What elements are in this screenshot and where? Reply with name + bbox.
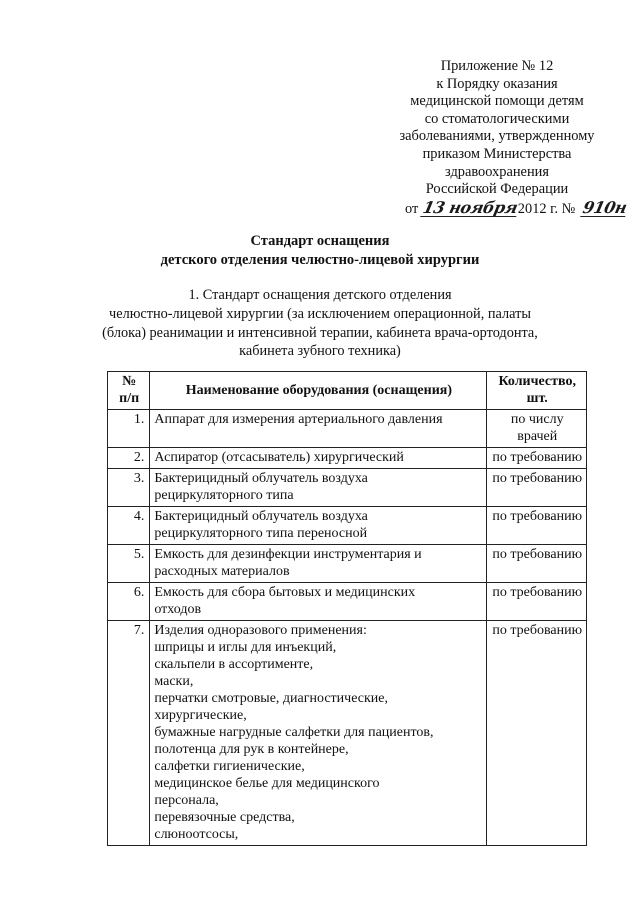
equipment-name-line: Емкость для дезинфекции инструментария и <box>154 547 422 562</box>
equipment-name-line: Аппарат для измерения артериального давления <box>154 412 443 427</box>
equipment-name-line: перевязочные средства, <box>154 810 295 825</box>
row-number: 7. <box>108 621 150 846</box>
equipment-name <box>150 545 487 583</box>
equipment-name-line: Емкость для сбора бытовых и медицинских <box>154 585 416 600</box>
order-reference <box>380 197 629 219</box>
order-prefix: от <box>405 200 419 217</box>
section-heading-line: (блока) реанимации и интенсивной терапии, кабинета врача-ортодонта, <box>102 324 538 341</box>
appendix-header <box>380 58 629 218</box>
section-heading-line: кабинета зубного техника) <box>239 343 401 360</box>
row-number: 4. <box>108 507 150 545</box>
table-header-row <box>108 372 587 410</box>
equipment-name-line: отходов <box>154 602 202 617</box>
equipment-quantity: по требованию <box>487 583 587 621</box>
equipment-quantity: по требованию <box>487 469 587 507</box>
handwritten-order-date: 13 ноября <box>421 197 520 217</box>
table-row <box>108 507 587 545</box>
equipment-name-line: персонала, <box>154 793 219 808</box>
equipment-quantity: по требованию <box>487 621 587 846</box>
table-row <box>108 410 587 448</box>
document-title <box>0 232 640 269</box>
title-line-2: детского отделения челюстно-лицевой хирургии <box>160 251 480 268</box>
appendix-line: к Порядку оказания <box>436 75 558 92</box>
row-number: 1. <box>108 410 150 448</box>
row-number: 6. <box>108 583 150 621</box>
header-equipment-name: Наименование оборудования (оснащения) <box>150 372 487 410</box>
equipment-name <box>150 469 487 507</box>
equipment-name <box>150 583 487 621</box>
appendix-line: Приложение № 12 <box>440 58 554 74</box>
equipment-name-line: скальпели в ассортименте, <box>154 657 314 672</box>
appendix-line: приказом Министерства <box>422 145 572 162</box>
equipment-name-line: медицинское белье для медицинского <box>154 776 380 791</box>
equipment-name-line: маски, <box>154 674 194 689</box>
appendix-line: заболеваниями, утвержденному <box>399 128 595 145</box>
row-number: 3. <box>108 469 150 507</box>
equipment-quantity: по требованию <box>487 507 587 545</box>
order-year: 2012 г. № <box>517 200 576 217</box>
handwritten-order-number: 910н <box>581 197 629 217</box>
appendix-line: со стоматологическими <box>424 110 570 127</box>
row-number: 2. <box>108 448 150 469</box>
equipment-table <box>107 371 587 846</box>
equipment-name <box>150 448 487 469</box>
title-line-1: Стандарт оснащения <box>250 233 390 249</box>
section-heading-line: челюстно-лицевой хирургии (за исключением операционной, палаты <box>109 305 531 322</box>
equipment-name-line: Аспиратор (отсасыватель) хирургический <box>154 450 404 465</box>
equipment-name-line: шприцы и иглы для инъекций, <box>154 640 337 655</box>
table-row <box>108 469 587 507</box>
appendix-line: здравоохранения <box>445 163 549 180</box>
equipment-name-line: Бактерицидный облучатель воздуха <box>154 509 368 524</box>
equipment-name-line: полотенца для рук в контейнере, <box>154 742 349 757</box>
equipment-name-line: хирургические, <box>154 708 247 723</box>
equipment-name-line: Изделия одноразового применения: <box>154 623 367 638</box>
equipment-name <box>150 507 487 545</box>
equipment-name-line: перчатки смотровые, диагностические, <box>154 691 388 706</box>
equipment-name-line: рециркуляторного типа <box>154 488 294 503</box>
equipment-name <box>150 621 487 846</box>
table-body <box>108 410 587 846</box>
section-heading <box>0 286 640 361</box>
header-number: № п/п <box>108 372 150 410</box>
table-row <box>108 621 587 846</box>
equipment-name-line: Бактерицидный облучатель воздуха <box>154 471 368 486</box>
header-quantity: Количество, шт. <box>487 372 587 410</box>
appendix-line: Российской Федерации <box>425 181 569 198</box>
equipment-name-line: бумажные нагрудные салфетки для пациентов, <box>154 725 434 740</box>
equipment-quantity: по требованию <box>487 545 587 583</box>
row-number: 5. <box>108 545 150 583</box>
table-row <box>108 545 587 583</box>
table-row <box>108 448 587 469</box>
section-heading-line: 1. Стандарт оснащения детского отделения <box>188 287 452 303</box>
equipment-name-line: салфетки гигиенические, <box>154 759 305 774</box>
equipment-name-line: расходных материалов <box>154 564 290 579</box>
equipment-name <box>150 410 487 448</box>
equipment-name-line: рециркуляторного типа переносной <box>154 526 368 541</box>
equipment-quantity: по числу врачей <box>487 410 587 448</box>
equipment-quantity: по требованию <box>487 448 587 469</box>
appendix-line: медицинской помощи детям <box>410 93 584 110</box>
equipment-name-line: слюноотсосы, <box>154 827 239 842</box>
table-row <box>108 583 587 621</box>
